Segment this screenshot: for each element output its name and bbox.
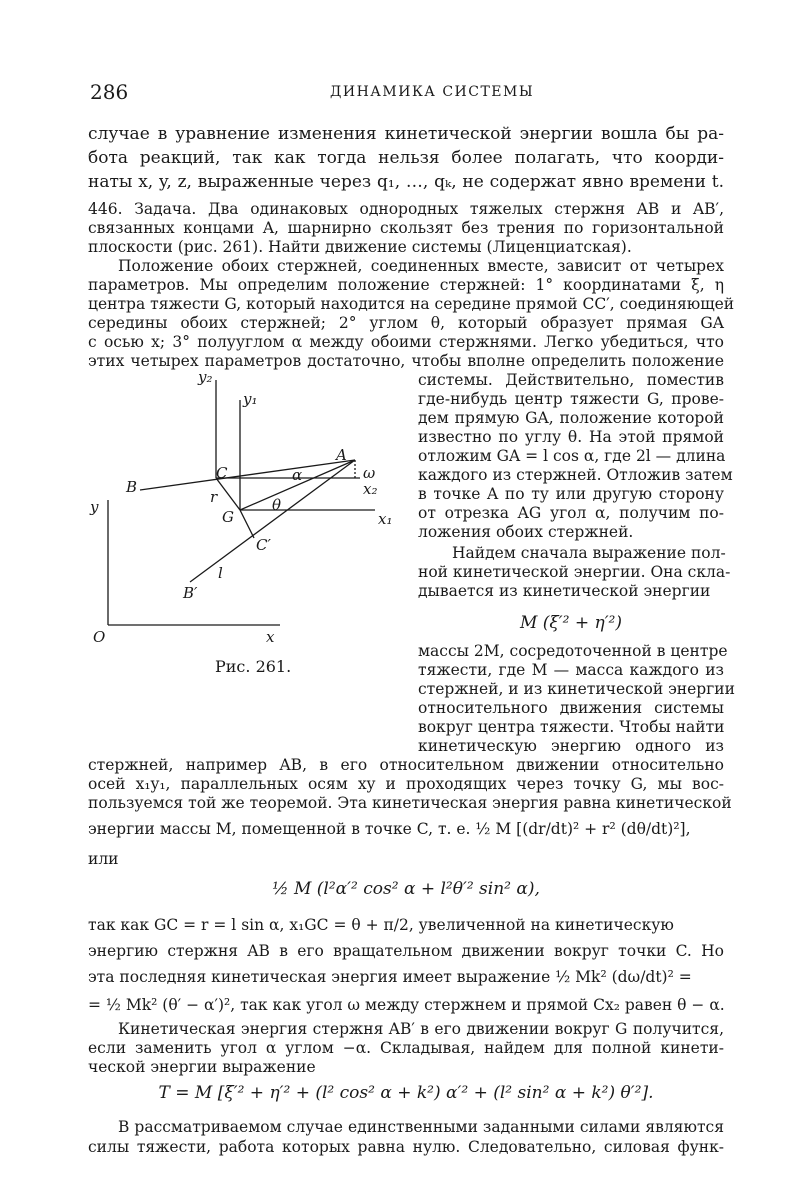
label-y: y [90, 498, 99, 516]
side-line: стержней, и из кинетической энергии [418, 680, 735, 698]
label-alpha: α [292, 466, 303, 484]
problem-line: 446. Задача. Два одинаковых однородных тяжелых стержня AB и AB′, [88, 200, 724, 218]
side-line: в точке A по ту или другую сторону [418, 485, 724, 503]
text-line: наты x, y, z, выраженные через q₁, …, qₖ, не содержат явно времени t. [88, 172, 724, 192]
label-omega: ω [363, 464, 376, 482]
figure-261 [80, 360, 410, 690]
text-line: Положение обоих стержней, соединенных вместе, зависит от четырех [118, 257, 724, 275]
label-B: B [126, 478, 138, 496]
text-line: так как GC = r = l sin α, x₁GC = θ + π/2, увеличенной на кинетическую [88, 916, 674, 934]
text-line: = ½ Mk² (θ′ − α′)², так как угол ω между стержнем и прямой Cx₂ равен θ − α. [88, 996, 725, 1014]
side-line: кинетическую энергию одного из [418, 737, 724, 755]
page-number: 286 [90, 80, 129, 104]
label-C: C [216, 464, 228, 482]
side-line: массы 2M, сосредоточенной в центре [418, 642, 728, 660]
segment-CG [216, 478, 240, 510]
label-l: l [218, 564, 223, 582]
text-line: этих четырех параметров достаточно, чтобы вполне определить положение [88, 352, 724, 370]
label-B-prime: B′ [183, 584, 198, 602]
label-A: A [336, 446, 347, 464]
side-line: системы. Действительно, поместив [418, 371, 724, 389]
problem-line: связанных концами A, шарнирно скользят без трения по горизонтальной [88, 219, 724, 237]
text-line: энергию стержня AB в его вращательном движении вокруг точки C. Но [88, 942, 724, 960]
figure-caption: Рис. 261. [215, 657, 292, 676]
label-G: G [222, 508, 234, 526]
text-line: или [88, 850, 119, 868]
text-line: середины обоих стержней; 2° углом θ, который образует прямая GA [88, 314, 724, 332]
text-line: центра тяжести G, который находится на середине прямой CC′, соединяющей [88, 295, 735, 313]
text-line: Кинетическая энергия стержня AB′ в его движении вокруг G получится, [118, 1020, 724, 1038]
side-line: ложения обоих стержней. [418, 523, 634, 541]
side-line: тяжести, где M — масса каждого из [418, 661, 724, 679]
side-line: где-нибудь центр тяжести G, прове- [418, 390, 724, 408]
side-line: дем прямую GA, положение которой [418, 409, 724, 427]
side-line: дывается из кинетической энергии [418, 582, 711, 600]
side-line: каждого из стержней. Отложив затем [418, 466, 733, 484]
text-line: стержней, например AB, в его относительном движении относительно [88, 756, 724, 774]
label-theta: θ [272, 496, 282, 514]
label-x1: x₁ [378, 510, 393, 528]
label-y1: y₁ [243, 390, 258, 408]
side-line: известно по углу θ. На этой прямой [418, 428, 724, 446]
side-line: относительного движения системы [418, 699, 724, 717]
text-line: с осью x; 3° полууглом α между обоими стержнями. Легко убедиться, что [88, 333, 724, 351]
label-x2: x₂ [363, 480, 378, 498]
label-C-prime: C′ [256, 536, 271, 554]
rod-AB [140, 460, 355, 490]
text-line: осей x₁y₁, параллельных осям xy и проходящих через точку G, мы вос- [88, 775, 724, 793]
label-y2: y₂ [198, 368, 213, 386]
side-line: ной кинетической энергии. Она скла- [418, 563, 731, 581]
formula-2: ½ M (l²α′² cos² α + l²θ′² sin² α), [272, 879, 540, 899]
text-line: случае в уравнение изменения кинетической энергии вошла бы ра- [88, 124, 724, 144]
segment-GC-prime [240, 510, 254, 538]
label-O: O [93, 628, 106, 646]
side-line: вокруг центра тяжести. Чтобы найти [418, 718, 725, 736]
label-x: x [266, 628, 275, 646]
text-line: ческой энергии выражение [88, 1058, 316, 1076]
formula-side: M (ξ′² + η′²) [519, 613, 623, 633]
side-line: от отрезка AG угол α, получим по- [418, 504, 724, 522]
side-line: Найдем сначала выражение пол- [452, 544, 726, 562]
text-line: В рассматриваемом случае единственными заданными силами являются [118, 1118, 724, 1136]
running-title: ДИНАМИКА СИСТЕМЫ [330, 84, 535, 100]
text-line: если заменить угол α углом −α. Складывая, найдем для полной кинети- [88, 1039, 724, 1057]
side-line: отложим GA = l cos α, где 2l — длина [418, 447, 726, 465]
text-line: бота реакций, так как тогда нельзя более полагать, что коорди- [88, 148, 724, 168]
text-line: параметров. Мы определим положение стержней: 1° координатами ξ, η [88, 276, 724, 294]
formula-3: T = M [ξ′² + η′² + (l² cos² α + k²) α′² + (l² sin² α + k²) θ′²]. [158, 1083, 654, 1103]
text-line: эта последняя кинетическая энергия имеет выражение ½ Mk² (dω/dt)² = [88, 968, 692, 986]
label-r: r [210, 488, 218, 506]
problem-line: плоскости (рис. 261). Найти движение системы (Лиценциатская). [88, 238, 632, 256]
text-line: энергии массы M, помещенной в точке C, т. е. ½ M [(dr/dt)² + r² (dθ/dt)²], [88, 820, 691, 838]
text-line: силы тяжести, работа которых равна нулю. Следовательно, силовая функ- [88, 1138, 724, 1156]
text-line: пользуемся той же теоремой. Эта кинетическая энергия равна кинетической [88, 794, 732, 812]
